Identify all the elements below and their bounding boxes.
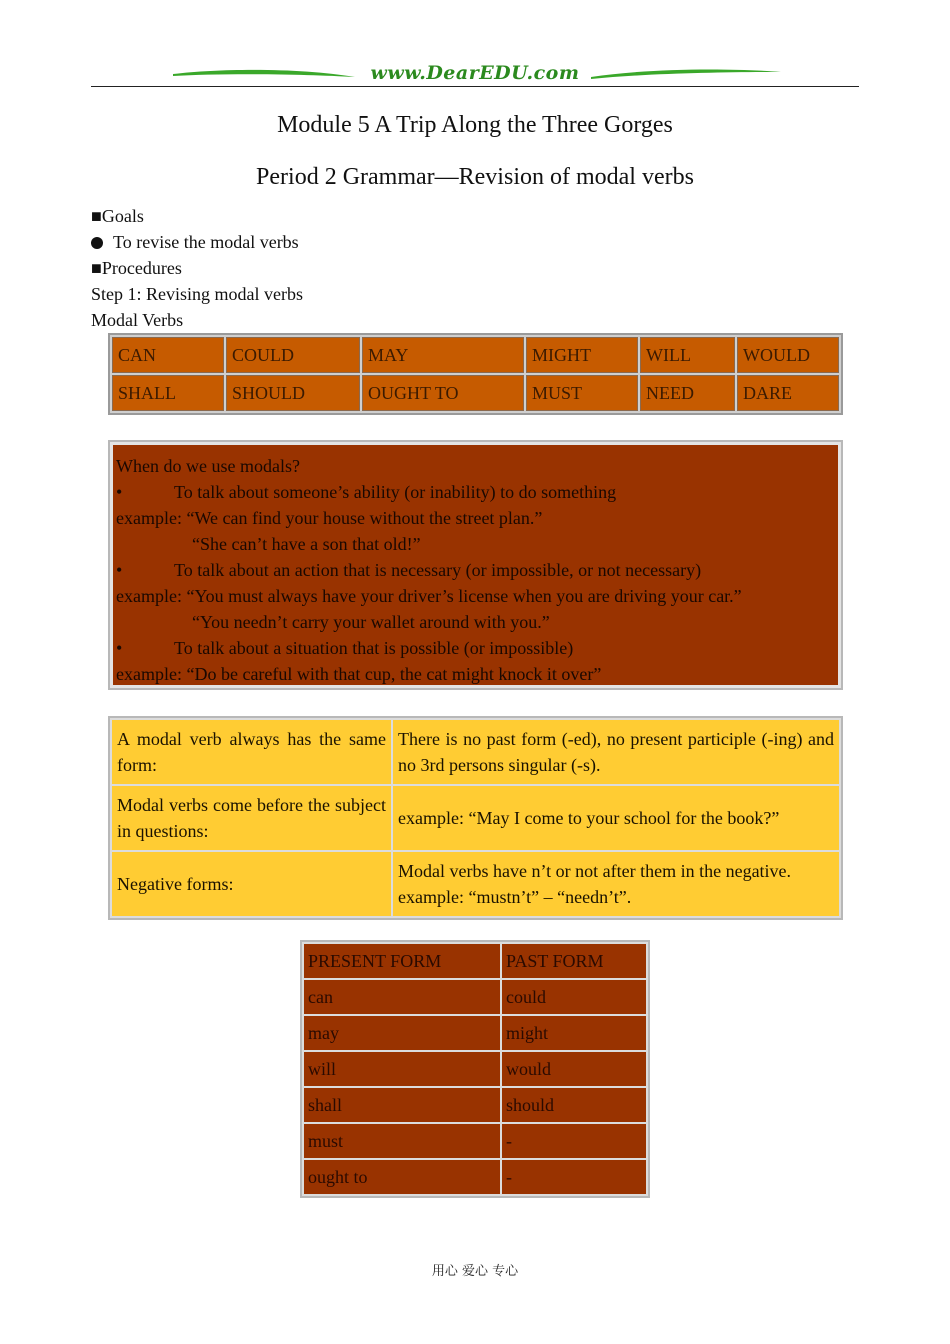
table-cell: WILL <box>640 337 735 373</box>
table-cell: will <box>304 1052 500 1086</box>
table-cell: shall <box>304 1088 500 1122</box>
use-example: example: “You must always have your driver’s license when you are driving your car.” <box>116 586 742 606</box>
site-header <box>91 60 859 90</box>
table-row <box>304 1052 646 1086</box>
rule-description <box>393 852 839 916</box>
use-text: To talk about an action that is necessary (or impossible, or not necessary) <box>174 560 702 580</box>
table-cell: ought to <box>304 1160 500 1194</box>
verb-forms-table <box>300 940 650 1198</box>
rule-description: example: “May I come to your school for the book?” <box>393 786 839 850</box>
table-cell: - <box>502 1160 646 1194</box>
table-cell: NEED <box>640 375 735 411</box>
table-cell: COULD <box>226 337 360 373</box>
header-rule <box>91 86 859 87</box>
use-example: example: “We can find your house without the street plan.” <box>116 508 543 528</box>
table-header-row <box>304 944 646 978</box>
table-row <box>112 375 839 411</box>
goal-item <box>91 232 299 253</box>
table-cell: MUST <box>526 375 638 411</box>
table-cell: MAY <box>362 337 524 373</box>
table-cell: SHALL <box>112 375 224 411</box>
table-cell: should <box>502 1088 646 1122</box>
bullet-icon: • <box>116 560 123 580</box>
table-row <box>112 720 839 784</box>
column-header: PAST FORM <box>502 944 646 978</box>
table-cell: might <box>502 1016 646 1050</box>
step-heading: Step 1: Revising modal verbs <box>91 284 303 304</box>
bullet-icon: • <box>116 482 123 502</box>
table-cell: MIGHT <box>526 337 638 373</box>
use-text: To talk about someone’s ability (or inability) to do something <box>174 482 617 502</box>
use-example: “You needn’t carry your wallet around with you.” <box>192 612 550 632</box>
column-header: PRESENT FORM <box>304 944 500 978</box>
procedures-heading: ■Procedures <box>91 258 182 278</box>
table-cell: WOULD <box>737 337 839 373</box>
table-row <box>304 980 646 1014</box>
table-row <box>112 786 839 850</box>
uses-heading: When do we use modals? <box>116 456 300 476</box>
logo-swoosh-left-icon <box>173 68 355 80</box>
table-row <box>304 1088 646 1122</box>
table-row <box>304 1124 646 1158</box>
table-row <box>112 337 839 373</box>
modal-uses-content <box>113 445 838 685</box>
modal-verbs-heading: Modal Verbs <box>91 310 184 330</box>
table-cell: OUGHT TO <box>362 375 524 411</box>
use-text: To talk about a situation that is possible (or impossible) <box>174 638 574 658</box>
rule-description-line: Modal verbs have n’t or not after them in the negative. <box>398 861 792 881</box>
bullet-icon <box>91 237 103 249</box>
rule-label: Modal verbs come before the subject in questions: <box>112 786 391 850</box>
rule-description-line: example: “mustn’t” – “needn’t”. <box>398 887 632 907</box>
table-row <box>304 1016 646 1050</box>
table-cell: can <box>304 980 500 1014</box>
modal-verbs-table <box>108 333 843 415</box>
rule-description: There is no past form (-ed), no present participle (-ing) and no 3rd persons singular (-s). <box>393 720 839 784</box>
rule-label: A modal verb always has the same form: <box>112 720 391 784</box>
table-cell: must <box>304 1124 500 1158</box>
list-item <box>116 635 835 661</box>
list-item <box>116 557 835 583</box>
table-cell: CAN <box>112 337 224 373</box>
modal-rules-table <box>108 716 843 920</box>
table-row <box>112 852 839 916</box>
modal-uses-box <box>108 440 843 690</box>
use-example: “She can’t have a son that old!” <box>192 534 421 554</box>
table-row <box>304 1160 646 1194</box>
site-logo: www.DearEDU.com <box>370 62 580 84</box>
page-subtitle: Period 2 Grammar—Revision of modal verbs <box>256 164 694 190</box>
table-cell: DARE <box>737 375 839 411</box>
use-example: example: “Do be careful with that cup, the cat might knock it over” <box>116 664 602 684</box>
logo-swoosh-right-icon <box>591 68 781 80</box>
table-cell: could <box>502 980 646 1014</box>
table-cell: - <box>502 1124 646 1158</box>
list-item <box>116 479 835 505</box>
table-cell: SHOULD <box>226 375 360 411</box>
goal-text: To revise the modal verbs <box>113 232 299 252</box>
page-title: Module 5 A Trip Along the Three Gorges <box>277 112 673 138</box>
table-cell: would <box>502 1052 646 1086</box>
page-footer: 用心 爱心 专心 <box>431 1264 519 1279</box>
table-cell: may <box>304 1016 500 1050</box>
goals-heading: ■Goals <box>91 206 144 226</box>
bullet-icon: • <box>116 638 123 658</box>
rule-label: Negative forms: <box>112 852 391 916</box>
